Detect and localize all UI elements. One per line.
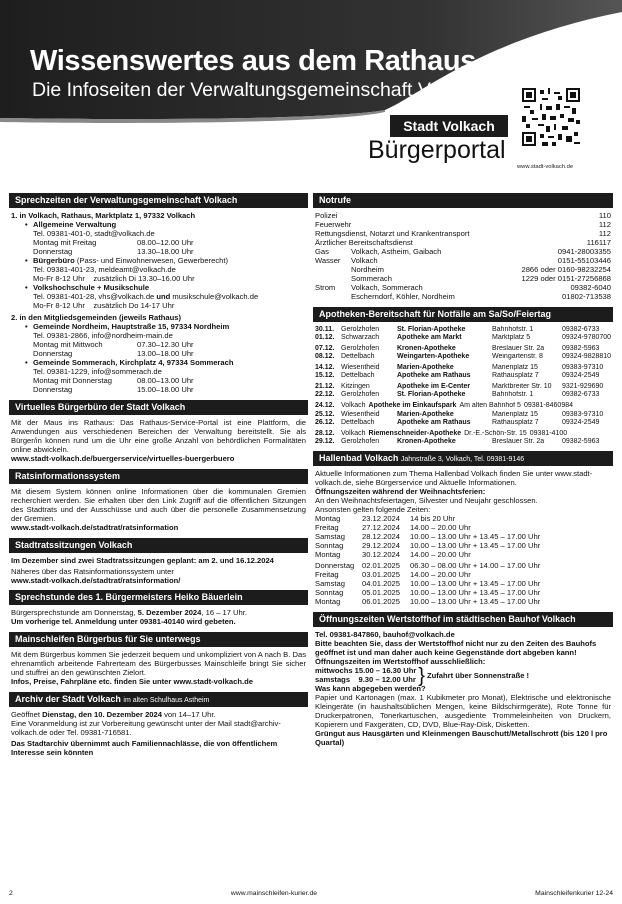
section-buergermeister [9, 605, 308, 632]
hallenbad-day: Freitag [315, 570, 339, 580]
page-footer [9, 888, 613, 900]
apotheke-date: 28.12. [315, 429, 335, 437]
sommerach-hours-2: Donnerstag 15.00–18.00 Uhr [33, 385, 194, 395]
apotheke-town: Wiesentheid [341, 363, 380, 371]
apotheke-date: 24.12. [315, 402, 335, 410]
apotheke-phone: 09383-97310 [562, 363, 604, 371]
wertstoff-what-text: Papier und Kartonagen (max. 1 Kubikmeter pro Monat), Elektrische und elektronische Kleingeräte (in haushaltsüblichen Mengen, keine Bildschirmgeräte), Rote Tonne für Druckerpatronen, Tonerkartuschen, ausgediente Trommeleinheiten von Druckern, Kopierern und Faxgeräten, CD, DVD, Blue-Ray-Disk, Disketten. [315, 692, 611, 729]
volkach-address: 1. in Volkach, Rathaus, Marktplatz 1, 97332 Volkach [11, 211, 196, 220]
apotheke-date: 15.12. [315, 372, 335, 380]
section-heading-apotheken: Apotheken-Bereitschaft für Notfälle am Sa/So/Feiertag [313, 307, 613, 322]
hallenbad-day: Montag [315, 549, 341, 559]
apotheke-name: Kronen-Apotheke [397, 344, 456, 352]
notruf-number: 1229 oder 0151-27256868 [521, 273, 611, 283]
notruf-type: Feuerwehr [315, 219, 352, 229]
header-url: www.stadt-volkach.de [517, 164, 574, 170]
section-sprechzeiten [9, 208, 308, 400]
notruf-number: 116117 [586, 237, 611, 247]
apotheke-row [315, 411, 611, 419]
notruf-type: Rettungsdienst, Notarzt und Krankentransport [315, 228, 470, 238]
notruf-number: 110 [598, 211, 611, 220]
bb-title: • Bürgerbüro (Pass- und Einwohnerwesen, Gewerberecht) [11, 257, 306, 266]
notruf-type: Strom [315, 282, 336, 292]
apotheke-row [315, 372, 611, 380]
apotheke-phone: 09382-6733 [562, 391, 600, 399]
nordheim-title: • Gemeinde Nordheim, Hauptstraße 15, 97334 Nordheim [11, 323, 306, 332]
qr-code-icon [522, 88, 580, 146]
apotheke-town: Wiesentheid [341, 410, 380, 418]
hallenbad-date: 05.01.2025 [362, 588, 401, 598]
apotheke-phone: 09324-2549 [562, 372, 600, 380]
right-column [313, 193, 613, 753]
hallenbad-day: Montag [315, 513, 341, 523]
hallenbad-time: 10.00 – 13.00 Uhr + 13.45 – 17.00 Uhr [410, 588, 541, 598]
hallenbad-time: 14.00 – 20.00 Uhr [410, 522, 471, 532]
apotheke-street: Bahnhofstr. 1 [492, 325, 534, 333]
wertstoff-contact: Tel. 09381-847860, bauhof@volkach.de [315, 630, 455, 640]
apotheke-town: Gerolzhofen [341, 437, 380, 445]
section-archiv [9, 707, 308, 763]
av-hours-2: Donnerstag 13.30–18.00 Uhr [33, 246, 194, 256]
notruf-number: 2866 oder 0160-98232254 [521, 264, 611, 274]
notruf-area: Escherndorf, Köhler, Nordheim [351, 291, 455, 301]
virtuell-link[interactable]: www.stadt-volkach.de/buergerservice/virtuelles-buergerbuero [11, 453, 235, 463]
apotheke-name: Apotheke im E-Center [397, 383, 471, 391]
bb-contact: Tel. 09381-401-23, meldeamt@volkach.de [33, 264, 176, 274]
apotheke-row [315, 430, 611, 438]
apotheke-date: 22.12. [315, 391, 335, 399]
hallenbad-date: 06.01.2025 [362, 597, 401, 607]
virtuell-text: Mit der Maus ins Rathaus: Das Rathaus-Service-Portal ist eine Plattform, die Anwendungen aus verschiedenen Bereichen der Verwaltung bereitstellt. Sie als Bürger/in können rund um die Uhr eine große Anzahl von behördlichen Formalitäten online abwickeln. [11, 418, 306, 454]
apotheke-date: 07.12. [315, 344, 335, 352]
stadtrat-text: Näheres über das Ratsinformationssystem unter [11, 566, 174, 576]
apotheke-street: Bahnhofstr. 1 [492, 391, 534, 399]
nordheim-hours-2: Donnerstag 13.00–18.00 Uhr [33, 349, 194, 359]
apotheke-date: 30.11. [315, 325, 335, 333]
hallenbad-row [315, 551, 611, 560]
member-communities: 2. in den Mitgliedsgemeinden (jeweils Rathaus) [11, 313, 182, 323]
wertstoff-access: Zufahrt über Sonnenstraße ! [426, 670, 530, 680]
nordheim-hours-1: Montag mit Mittwoch 07.30–12.30 Uhr [33, 340, 194, 350]
hallenbad-time: 14.00 – 20.00 Uhr [410, 570, 471, 580]
apotheke-name: Marien-Apotheke [397, 410, 454, 418]
apotheke-date: 26.12. [315, 418, 335, 426]
apotheke-street: Dr.-E.-Schön-Str. 15 [464, 429, 527, 437]
footer-issue: Mainschleifenkurier 12-24 [535, 889, 613, 897]
section-stadtrat [9, 553, 308, 591]
apotheke-phone: 09381-8460984 [523, 402, 574, 410]
apotheke-town: Dettelbach [341, 418, 375, 426]
brand-logo: Stadt Volkach [390, 115, 508, 137]
apotheke-street: Am alten Bahnhof 5 [459, 402, 521, 410]
hallenbad-day: Montag [315, 597, 341, 607]
notruf-type: Ärztlicher Bereitschaftsdienst [315, 237, 413, 247]
notruf-row [315, 212, 611, 221]
apotheke-town: Schwarzach [341, 333, 380, 341]
page-number: 2 [9, 889, 13, 897]
section-apotheken [313, 322, 613, 451]
section-heading-buergermeister: Sprechstunde des 1. Bürgermeisters Heiko Bäuerlein [9, 590, 308, 605]
notruf-type: Polizei [315, 211, 338, 220]
hallenbad-time: 10.00 – 13.00 Uhr + 13.45 – 17.00 Uhr [410, 579, 541, 589]
section-heading-bus: Mainschleifen Bürgerbus für Sie unterwegs [9, 632, 308, 647]
hallenbad-date: 04.01.2025 [362, 579, 401, 589]
section-notrufe [313, 208, 613, 307]
notruf-number: 01802-713538 [562, 291, 611, 301]
hallenbad-time: 06.30 – 08.00 Uhr + 14.00 – 17.00 Uhr [410, 561, 541, 571]
notruf-type: Wasser [315, 255, 341, 265]
notruf-area: Sommerach [351, 273, 392, 283]
page-header [0, 0, 622, 185]
brace-icon: } [418, 665, 425, 688]
stadtrat-dates: Im Dezember sind zwei Stadtratssitzungen geplant: am 2. und 16.12.2024 [11, 555, 274, 565]
section-heading-archiv: Archiv der Stadt Volkach im alten Schulhaus Astheim [9, 692, 308, 707]
hallenbad-time: 10.00 – 13.00 Uhr + 13.45 – 17.00 Uhr [410, 597, 541, 607]
apotheke-name: Kronen-Apotheke [397, 437, 456, 445]
buergermeister-note: Um vorherige tel. Anmeldung unter 09381-40140 wird gebeten. [11, 617, 236, 627]
notruf-area: Volkach, Astheim, Gaibach [351, 246, 442, 256]
hallenbad-date: 23.12.2024 [362, 513, 401, 523]
notruf-area: Nordheim [351, 264, 384, 274]
notruf-number: 112 [598, 219, 611, 229]
apotheke-date: 21.12. [315, 383, 335, 391]
section-heading-hallenbad: Hallenbad Volkach Jahnstraße 3, Volkach, Tel. 09381-9146 [313, 451, 613, 466]
apotheke-street: Rathausplatz 7 [492, 372, 539, 380]
notruf-label [315, 293, 455, 302]
apotheke-date: 25.12. [315, 410, 335, 418]
vhs-hours: Mo-Fr 8-12 Uhr zusätzlich Do 14-17 Uhr [33, 300, 175, 310]
sommerach-contact: Tel. 09381-1229, info@sommerach.de [33, 367, 162, 377]
apotheke-name: Apotheke am Markt [397, 333, 462, 341]
av-title: • Allgemeine Verwaltung [11, 221, 306, 230]
wertstoff-what-title: Was kann abgegeben werden? [315, 683, 426, 693]
apotheke-street: Marktbreiter Str. 10 [492, 383, 552, 391]
hallenbad-day: Freitag [315, 522, 339, 532]
archiv-text: Eine Voranmeldung ist zur Vorbereitung gewünscht unter der Mail stadt@archiv-volkach.de oder Tel. 09381-716581. [11, 719, 281, 738]
hallenbad-ferien: Öffnungszeiten während der Weihnachtsferien: [315, 486, 486, 496]
sommerach-title: • Gemeinde Sommerach, Kirchplatz 4, 97334 Sommerach [11, 359, 306, 368]
hallenbad-schedule-2024 [315, 515, 611, 560]
apotheke-date: 08.12. [315, 352, 335, 360]
apotheke-town: Gerolzhofen [341, 325, 380, 333]
apotheke-street: Rathausplatz 7 [492, 418, 539, 426]
apotheke-phone: 09383-97310 [562, 410, 604, 418]
apotheke-town: Dettelbach [341, 352, 375, 360]
hallenbad-date: 27.12.2024 [362, 522, 401, 532]
notruf-row [315, 293, 611, 302]
hallenbad-day: Samstag [315, 531, 345, 541]
hallenbad-date: 28.12.2024 [362, 531, 401, 541]
nordheim-contact: Tel. 09381-2866, info@nordheim-main.de [33, 331, 173, 341]
apotheke-phone: 09382-6733 [562, 325, 600, 333]
section-heading-notrufe: Notrufe [313, 193, 613, 208]
hallenbad-date: 02.01.2025 [362, 561, 401, 571]
hallenbad-schedule-2025 [315, 562, 611, 607]
apotheke-name: Apotheke im Einkaufspark [368, 402, 457, 410]
hallenbad-time: 14 bis 20 Uhr [410, 513, 456, 523]
section-wertstoff [313, 627, 613, 752]
av-contact: Tel. 09381-401-0, stadt@volkach.de [33, 228, 155, 238]
apotheke-row [315, 383, 611, 391]
notruf-number: 0941-28003355 [557, 246, 611, 256]
apotheke-street: Marienplatz 15 [492, 410, 538, 418]
left-column [9, 193, 308, 763]
section-virtuell [9, 415, 308, 469]
buergermeister-text: Bürgersprechstunde am Donnerstag, 5. Dezember 2024, 16 – 17 Uhr. [11, 608, 247, 618]
portal-title: Bürgerportal [368, 136, 506, 164]
section-bus [9, 647, 308, 692]
bb-hours: Mo-Fr 8-12 Uhr zusätzlich Di 13.30–16.00 Uhr [33, 273, 195, 283]
hallenbad-time: 10.00 – 13.00 Uhr + 13.45 – 17.00 Uhr [410, 540, 541, 550]
section-heading-stadtrat: Stadtratssitzungen Volkach [9, 538, 308, 553]
apotheke-row [315, 419, 611, 427]
apotheke-phone: 09382-5963 [562, 344, 600, 352]
apotheke-row [315, 402, 611, 410]
apotheke-phone: 09324-2549 [562, 418, 600, 426]
hallenbad-day: Sonntag [315, 540, 344, 550]
apotheke-town: Volkach [341, 429, 366, 437]
apotheke-phone: 09381-4100 [529, 429, 568, 437]
vhs-title: • Volkshochschule + Musikschule [11, 284, 306, 293]
hallenbad-times-intro: Ansonsten gelten folgende Zeiten: [315, 504, 431, 514]
section-heading-sprechzeiten: Sprechzeiten der Verwaltungsgemeinschaft Volkach [9, 193, 308, 208]
hallenbad-text: Aktuelle Informationen zum Thema Hallenbad Volkach finden Sie unter www.stadt-volkach.de, siehe Bürgerservice und Aktuelle Informationen. [315, 468, 593, 487]
apotheke-row [315, 334, 611, 342]
hallenbad-date: 29.12.2024 [362, 540, 401, 550]
apotheke-row [315, 438, 611, 446]
hallenbad-closed: An den Weihnachtsfeiertagen, Silvester und Neujahr geschlossen. [315, 495, 538, 505]
apotheke-name: Riemenschneider-Apotheke [368, 429, 462, 437]
vhs-contact: Tel. 09381-401-28, vhs@volkach.de und musikschule@volkach.de [33, 291, 259, 301]
apotheke-date: 29.12. [315, 437, 335, 445]
apotheke-town: Volkach [341, 402, 366, 410]
apotheke-name: Apotheke am Rathaus [397, 372, 471, 380]
section-heading-ratsinfo: Ratsinformationssystem [9, 469, 308, 484]
apotheke-town: Kitzingen [341, 383, 370, 391]
apotheke-name: Weingarten-Apotheke [397, 352, 470, 360]
apotheke-street: Weingartenstr. 8 [492, 352, 543, 360]
apotheke-name: St. Florian-Apotheke [397, 391, 466, 399]
apotheke-street: Breslauer Str. 2a [492, 437, 545, 445]
hallenbad-date: 30.12.2024 [362, 549, 401, 559]
stadtrat-link[interactable]: www.stadt-volkach.de/stadtrat/ratsinformation/ [11, 575, 181, 585]
apotheke-street: Breslauer Str. 2a [492, 344, 545, 352]
bus-text: Mit dem Bürgerbus kommen Sie jederzeit bequem und unkompliziert von A nach B. Das ehrenamtlich arbeitende Fahrerteam des Bürgerbusses Mainschleife bringt Sie sicher und stuffrei an den gewünschten Zielort. [11, 650, 306, 678]
apotheke-phone: 09382-5963 [562, 437, 600, 445]
apotheke-phone: 09324-9828810 [562, 352, 611, 360]
hallenbad-time: 14.00 – 20.00 Uhr [410, 549, 471, 559]
notruf-type: Gas [315, 246, 329, 256]
page-subtitle: Die Infoseiten der Verwaltungsgemeinschaft Volkach [32, 79, 487, 101]
ratsinfo-link[interactable]: www.stadt-volkach.de/stadtrat/ratsinformation [11, 522, 179, 532]
apotheke-row [315, 391, 611, 399]
notruf-number: 0151-55103446 [557, 255, 611, 265]
hallenbad-day: Donnerstag [315, 561, 355, 571]
notruf-type [315, 266, 351, 275]
apotheke-name: Apotheke am Rathaus [397, 418, 471, 426]
section-heading-wertstoff: Öffnungszeiten Wertstoffhof im städtischen Bauhof Volkach [313, 612, 613, 627]
section-hallenbad [313, 466, 613, 612]
apotheke-town: Dettelbach [341, 372, 375, 380]
apotheke-date: 01.12. [315, 333, 335, 341]
apotheke-row [315, 326, 611, 334]
apotheke-town: Gerolzhofen [341, 344, 380, 352]
wertstoff-note: Bitte beachten Sie, dass der Wertstoffhof nicht nur zu den Zeiten des Bauhofs geöffnet ist und man daher auch keine Gegenstände dort abgeben kann! [315, 639, 597, 658]
apotheke-row [315, 345, 611, 353]
av-hours-1: Montag mit Freitag 08.00–12.00 Uhr [33, 237, 194, 247]
notruf-area: Volkach [351, 255, 378, 265]
notruf-number: 09382-6040 [570, 282, 611, 292]
wertstoff-gruengut: Grüngut aus Hausgärten und Kleinmengen Bauschutt/Metallschrott (bis 120 l pro Quartal) [315, 728, 608, 747]
section-heading-virtuell: Virtuelles Bürgerbüro der Stadt Volkach [9, 400, 308, 415]
apotheke-town: Gerolzhofen [341, 391, 380, 399]
wertstoff-hours: mittwochs 15.00 – 16.30 Uhr samstags 9.30 – 12.00 Uhr } Zufahrt über Sonnenstraße ! [315, 665, 530, 688]
apotheke-row [315, 364, 611, 372]
apotheke-street: Marienplatz 15 [492, 363, 538, 371]
apotheke-row [315, 353, 611, 361]
page-title: Wissenswertes aus dem Rathaus [30, 45, 476, 77]
hallenbad-day: Sonntag [315, 588, 344, 598]
hallenbad-day: Samstag [315, 579, 345, 589]
wertstoff-hours-title: Öffnungszeiten im Wertstoffhof ausschließlich: [315, 657, 486, 667]
apotheke-name: Marien-Apotheke [397, 363, 454, 371]
ratsinfo-text: Mit diesem System können online Informationen über die kommunalen Gremien recherchiert werden. Sie erhalten über den Link Zugriff auf die öffentlichen Sitzungen des Stadtrats und der Ausschüsse und auch über die personelle Zusammensetzung der Gremien. [11, 486, 306, 523]
apotheke-name: St. Florian-Apotheke [397, 325, 466, 333]
apotheke-phone: 9321-929690 [562, 383, 604, 391]
apotheke-date: 14.12. [315, 363, 335, 371]
bus-info: Infos, Preise, Fahrpläne etc. finden Sie unter www.stadt-volkach.de [11, 677, 253, 687]
hallenbad-time: 10.00 – 13.00 Uhr + 13.45 – 17.00 Uhr [410, 531, 541, 541]
sommerach-hours-1: Montag mit Donnerstag 08.00–13.00 Uhr [33, 376, 194, 386]
archiv-open: Geöffnet Dienstag, den 10. Dezember 2024 von 14–17 Uhr. [11, 710, 216, 720]
notruf-area: Volkach, Sommerach [351, 282, 423, 292]
section-ratsinfo [9, 484, 308, 538]
apotheke-street: Marktplatz 5 [492, 333, 531, 341]
hallenbad-date: 03.01.2025 [362, 570, 401, 580]
apotheke-phone: 09324-9780700 [562, 333, 611, 341]
archiv-note: Das Stadtarchiv übernimmt auch Familiennachlässe, die von öffentlichem Interesse sein könnten [11, 739, 278, 757]
notruf-number: 112 [598, 228, 611, 238]
footer-url[interactable]: www.mainschleifen-kurier.de [230, 889, 318, 897]
notruf-type [315, 293, 351, 302]
hallenbad-row [315, 598, 611, 607]
